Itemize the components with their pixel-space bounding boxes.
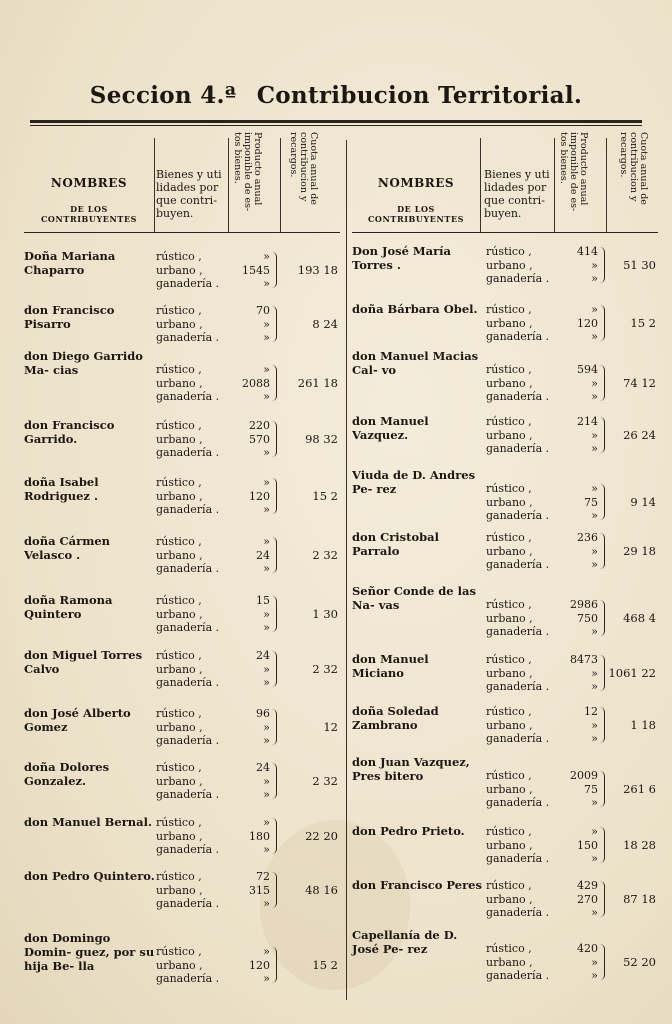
contributor-name: doña Bárbara Obel. — [352, 302, 478, 316]
property-kind: rústico , — [156, 816, 202, 829]
product-value: » — [263, 843, 270, 857]
product-values — [230, 304, 270, 345]
brace — [272, 709, 277, 745]
property-kind: ganadería . — [486, 330, 550, 344]
property-kind: rústico , — [156, 761, 202, 774]
brace — [272, 537, 277, 573]
contributor-name: don Francisco Pisarro — [24, 303, 115, 331]
title-rule-thin — [30, 125, 642, 126]
product-values — [558, 769, 598, 810]
product-value: 570 — [249, 432, 270, 446]
brace — [272, 872, 277, 908]
property-kind: ganadería . — [486, 969, 550, 983]
property-kind: ganadería . — [486, 625, 550, 639]
cuota-value: 1 30 — [312, 607, 338, 621]
property-kind: urbano , — [156, 829, 203, 843]
property-kinds — [156, 761, 219, 802]
property-kind: urbano , — [156, 958, 203, 972]
cuota-value: 2 32 — [312, 662, 338, 676]
product-value: 2009 — [570, 769, 598, 782]
contributor-name: doña Cármen Velasco . — [24, 534, 111, 562]
property-kinds — [156, 870, 219, 911]
property-kinds — [486, 653, 549, 694]
contributor-name: Doña Mariana Chaparro — [24, 249, 116, 277]
property-kinds — [486, 769, 549, 810]
property-kind: ganadería . — [156, 897, 220, 911]
product-value: 220 — [249, 419, 270, 432]
title-rule — [30, 120, 642, 123]
product-value: » — [263, 607, 270, 621]
brace — [272, 763, 277, 799]
contributor-name: don Pedro Prieto. — [352, 824, 465, 838]
product-values — [558, 363, 598, 404]
cuota-value: 261 18 — [297, 376, 338, 390]
property-kinds — [486, 415, 549, 456]
property-kind: ganadería . — [486, 796, 550, 810]
product-value: » — [591, 482, 598, 495]
property-kinds — [156, 476, 219, 517]
contributor-name: don Manuel Vazquez. — [352, 414, 429, 442]
property-kind: rústico , — [486, 303, 532, 316]
cuota-value: 193 18 — [297, 263, 338, 277]
property-kinds — [486, 363, 549, 404]
cuota-value: 15 2 — [312, 489, 338, 503]
property-kind: urbano , — [486, 316, 533, 330]
property-kind: rústico , — [486, 245, 532, 258]
contributor-name: Viuda de D. Andres Pe- rez — [352, 468, 476, 496]
cuota-value: 12 — [323, 720, 338, 734]
cuota-value: 8 24 — [312, 317, 338, 331]
property-kind: ganadería . — [156, 562, 220, 576]
property-kind: rústico , — [486, 363, 532, 376]
property-kind: rústico , — [156, 870, 202, 883]
product-value: » — [263, 317, 270, 331]
product-value: 1545 — [242, 263, 270, 277]
property-kinds — [156, 945, 219, 986]
product-values — [230, 816, 270, 857]
product-value: » — [263, 250, 270, 263]
contributor-name: Señor Conde de las Na- vas — [352, 584, 476, 612]
property-kind: ganadería . — [156, 331, 220, 345]
brace — [272, 421, 277, 457]
product-values — [558, 303, 598, 344]
product-value: » — [263, 277, 270, 291]
left-column — [24, 128, 340, 1008]
property-kind: rústico , — [156, 476, 202, 489]
product-value: 150 — [577, 838, 598, 852]
contributor-name: don Domingo Domin- guez, por su hija Be- lla — [24, 931, 155, 973]
left-header — [24, 128, 340, 233]
brace — [272, 252, 277, 288]
product-value: 72 — [256, 870, 270, 883]
property-kind: ganadería . — [156, 788, 220, 802]
property-kind: urbano , — [486, 611, 533, 625]
cuota-header-right: Cuota anual de contribucion y recargos. — [618, 132, 649, 205]
property-kind: urbano , — [486, 782, 533, 796]
brace — [272, 365, 277, 401]
product-value: 429 — [577, 879, 598, 892]
producto-header: Producto anual imponible de es- tos bienes. — [232, 132, 263, 212]
brace — [272, 306, 277, 342]
property-kind: ganadería . — [486, 558, 550, 572]
property-kind: urbano , — [156, 774, 203, 788]
property-kinds — [486, 879, 549, 920]
property-kind: urbano , — [156, 607, 203, 621]
cuota-value: 18 28 — [623, 838, 656, 852]
property-kinds — [486, 825, 549, 866]
product-value: » — [263, 788, 270, 802]
product-value: » — [591, 796, 598, 810]
product-value: 120 — [577, 316, 598, 330]
product-value: » — [591, 969, 598, 983]
property-kind: rústico , — [486, 705, 532, 718]
cuota-value: 261 6 — [623, 782, 656, 796]
product-value: » — [263, 897, 270, 911]
property-kinds — [486, 245, 549, 286]
product-value: 120 — [249, 489, 270, 503]
cuota-value: 9 14 — [630, 495, 656, 509]
product-values — [230, 535, 270, 576]
property-kind: ganadería . — [156, 972, 220, 986]
contributor-name: don Pedro Quintero. — [24, 869, 155, 883]
product-value: » — [591, 428, 598, 442]
product-value: » — [263, 331, 270, 345]
property-kind: ganadería . — [486, 509, 550, 523]
product-value: » — [591, 666, 598, 680]
property-kind: urbano , — [156, 489, 203, 503]
property-kind: urbano , — [156, 432, 203, 446]
property-kind: rústico , — [486, 482, 532, 495]
product-values — [230, 649, 270, 690]
property-kind: urbano , — [486, 428, 533, 442]
product-value: 594 — [577, 363, 598, 376]
property-kind: rústico , — [156, 419, 202, 432]
property-kind: urbano , — [156, 548, 203, 562]
cuota-value: 29 18 — [623, 544, 656, 558]
contributor-name: doña Dolores Gonzalez. — [24, 760, 110, 788]
property-kinds — [156, 250, 219, 291]
property-kind: rústico , — [486, 653, 532, 666]
cuota-value: 26 24 — [623, 428, 656, 442]
property-kinds — [156, 594, 219, 635]
property-kind: urbano , — [156, 317, 203, 331]
bienes-header-right: Bienes y uti lidades por que contri- buyen. — [484, 168, 550, 220]
property-kind: ganadería . — [486, 852, 550, 866]
product-value: » — [591, 330, 598, 344]
contributor-name: don Francisco Peres — [352, 878, 482, 892]
product-value: » — [263, 363, 270, 376]
cuota-value: 15 2 — [312, 958, 338, 972]
property-kinds — [156, 535, 219, 576]
product-value: » — [591, 509, 598, 523]
product-value: 214 — [577, 415, 598, 428]
property-kind: rústico , — [486, 942, 532, 955]
brace — [272, 947, 277, 983]
product-value: » — [591, 544, 598, 558]
product-value: 180 — [249, 829, 270, 843]
property-kind: urbano , — [486, 955, 533, 969]
right-column — [352, 128, 658, 1008]
names-header: NOMBRES DE LOS CONTRIBUYENTES — [40, 176, 138, 224]
product-value: » — [591, 680, 598, 694]
property-kind: rústico , — [156, 945, 202, 958]
product-value: 24 — [256, 548, 270, 562]
product-value: » — [591, 272, 598, 286]
property-kind: rústico , — [156, 535, 202, 548]
product-values — [230, 476, 270, 517]
product-value: 414 — [577, 245, 598, 258]
product-values — [230, 945, 270, 986]
product-value: » — [263, 562, 270, 576]
contributor-name: don Juan Vazquez, Pres bitero — [352, 755, 470, 783]
product-value: » — [591, 955, 598, 969]
column-divider — [346, 140, 347, 1000]
product-values — [230, 761, 270, 802]
contributor-name: don Cristobal Parralo — [352, 530, 439, 558]
product-value: 420 — [577, 942, 598, 955]
product-value: » — [591, 303, 598, 316]
section-label: Seccion 4.ª — [89, 82, 237, 109]
page-title — [0, 82, 672, 109]
cuota-value: 2 32 — [312, 774, 338, 788]
property-kind: urbano , — [156, 376, 203, 390]
product-value: » — [263, 446, 270, 460]
right-header — [352, 128, 658, 233]
contributor-name: doña Isabel Rodriguez . — [24, 475, 99, 503]
product-values — [558, 942, 598, 983]
property-kind: ganadería . — [486, 272, 550, 286]
property-kind: rústico , — [486, 879, 532, 892]
property-kind: rústico , — [156, 363, 202, 376]
product-value: » — [263, 390, 270, 404]
product-value: » — [591, 390, 598, 404]
contributor-name: doña Ramona Quintero — [24, 593, 113, 621]
product-value: 750 — [577, 611, 598, 625]
property-kind: urbano , — [486, 666, 533, 680]
property-kinds — [486, 942, 549, 983]
contributor-name: don Manuel Bernal. — [24, 815, 152, 829]
product-value: 12 — [584, 705, 598, 718]
product-value: 75 — [584, 782, 598, 796]
cuota-value: 15 2 — [630, 316, 656, 330]
names-header-right: NOMBRES DE LOS CONTRIBUYENTES — [367, 176, 465, 224]
property-kind: rústico , — [486, 531, 532, 544]
property-kind: ganadería . — [156, 621, 220, 635]
product-value: » — [263, 621, 270, 635]
contributor-name: doña Soledad Zambrano — [352, 704, 439, 732]
property-kind: ganadería . — [156, 734, 220, 748]
property-kind: rústico , — [486, 825, 532, 838]
property-kind: rústico , — [156, 594, 202, 607]
brace — [272, 651, 277, 687]
property-kinds — [486, 303, 549, 344]
product-values — [558, 415, 598, 456]
contributor-name: don Manuel Macias Cal- vo — [352, 349, 479, 377]
product-values — [558, 653, 598, 694]
product-value: 96 — [256, 707, 270, 720]
cuota-value: 51 30 — [623, 258, 656, 272]
property-kind: urbano , — [486, 495, 533, 509]
property-kind: rústico , — [486, 415, 532, 428]
property-kind: rústico , — [486, 598, 532, 611]
product-value: » — [263, 476, 270, 489]
cuota-value: 74 12 — [623, 376, 656, 390]
product-value: 236 — [577, 531, 598, 544]
property-kinds — [486, 705, 549, 746]
bienes-header: Bienes y uti lidades por que contri- buyen. — [156, 168, 222, 220]
product-value: » — [591, 258, 598, 272]
contributor-name: don Manuel Miciano — [352, 652, 429, 680]
product-value: » — [591, 825, 598, 838]
property-kinds — [156, 363, 219, 404]
product-value: » — [263, 535, 270, 548]
brace — [272, 596, 277, 632]
property-kind: rústico , — [486, 769, 532, 782]
product-value: 2986 — [570, 598, 598, 611]
product-values — [230, 363, 270, 404]
product-values — [230, 870, 270, 911]
property-kind: urbano , — [486, 838, 533, 852]
product-values — [558, 531, 598, 572]
property-kind: urbano , — [156, 662, 203, 676]
property-kinds — [156, 649, 219, 690]
property-kind: ganadería . — [486, 442, 550, 456]
contributor-name: Don José María Torres . — [352, 244, 451, 272]
product-value: 120 — [249, 958, 270, 972]
product-value: » — [591, 376, 598, 390]
product-value: 75 — [584, 495, 598, 509]
product-values — [558, 598, 598, 639]
brace — [272, 478, 277, 514]
property-kind: urbano , — [486, 718, 533, 732]
product-values — [230, 707, 270, 748]
property-kind: ganadería . — [486, 732, 550, 746]
title-text: Contribucion Territorial. — [256, 82, 583, 109]
property-kinds — [156, 304, 219, 345]
property-kinds — [486, 482, 549, 523]
property-kinds — [486, 598, 549, 639]
contributor-name: don José Alberto Gomez — [24, 706, 131, 734]
property-kind: urbano , — [486, 544, 533, 558]
cuota-value: 1 18 — [630, 718, 656, 732]
cuota-value: 87 18 — [623, 892, 656, 906]
cuota-value: 1061 22 — [608, 666, 656, 680]
contributor-name: don Francisco Garrido. — [24, 418, 115, 446]
property-kind: ganadería . — [486, 390, 550, 404]
product-value: » — [591, 442, 598, 456]
cuota-value: 98 32 — [305, 432, 338, 446]
property-kind: ganadería . — [156, 446, 220, 460]
product-value: » — [591, 732, 598, 746]
product-values — [558, 245, 598, 286]
property-kind: urbano , — [156, 883, 203, 897]
cuota-value: 468 4 — [623, 611, 656, 625]
product-values — [558, 879, 598, 920]
product-value: » — [591, 718, 598, 732]
product-values — [558, 825, 598, 866]
property-kinds — [156, 816, 219, 857]
product-value: » — [591, 625, 598, 639]
product-value: » — [263, 774, 270, 788]
property-kind: ganadería . — [156, 503, 220, 517]
product-value: 315 — [249, 883, 270, 897]
property-kinds — [156, 419, 219, 460]
product-value: 2088 — [242, 376, 270, 390]
product-value: 24 — [256, 761, 270, 774]
property-kind: ganadería . — [156, 277, 220, 291]
product-value: 8473 — [570, 653, 598, 666]
product-value: » — [263, 676, 270, 690]
property-kind: ganadería . — [486, 680, 550, 694]
cuota-value: 48 16 — [305, 883, 338, 897]
property-kind: urbano , — [156, 263, 203, 277]
product-value: 15 — [256, 594, 270, 607]
brace — [272, 818, 277, 854]
property-kind: urbano , — [486, 376, 533, 390]
property-kind: rústico , — [156, 250, 202, 263]
product-values — [230, 250, 270, 291]
product-value: » — [263, 720, 270, 734]
property-kind: urbano , — [486, 892, 533, 906]
cuota-value: 22 20 — [305, 829, 338, 843]
product-values — [558, 705, 598, 746]
product-value: » — [263, 503, 270, 517]
product-value: » — [591, 906, 598, 920]
product-value: » — [591, 852, 598, 866]
product-value: 270 — [577, 892, 598, 906]
product-value: » — [591, 558, 598, 572]
property-kind: ganadería . — [156, 843, 220, 857]
cuota-value: 2 32 — [312, 548, 338, 562]
product-value: » — [263, 816, 270, 829]
property-kind: rústico , — [156, 304, 202, 317]
property-kind: urbano , — [486, 258, 533, 272]
producto-header-right: Producto anual imponible de es- tos bienes. — [558, 132, 589, 212]
contributor-name: don Miguel Torres Calvo — [24, 648, 143, 676]
property-kind: urbano , — [156, 720, 203, 734]
property-kind: rústico , — [156, 649, 202, 662]
property-kinds — [486, 531, 549, 572]
property-kind: ganadería . — [486, 906, 550, 920]
cuota-header: Cuota anual de contribucion y recargos. — [288, 132, 319, 205]
cuota-value: 52 20 — [623, 955, 656, 969]
product-value: » — [263, 972, 270, 986]
product-value: » — [263, 734, 270, 748]
property-kind: ganadería . — [156, 390, 220, 404]
product-values — [558, 482, 598, 523]
product-value: » — [263, 945, 270, 958]
product-value: » — [263, 662, 270, 676]
property-kind: rústico , — [156, 707, 202, 720]
product-values — [230, 419, 270, 460]
property-kind: ganadería . — [156, 676, 220, 690]
product-value: 24 — [256, 649, 270, 662]
contributor-name: Capellanía de D. José Pe- rez — [352, 928, 458, 956]
product-value: 70 — [256, 304, 270, 317]
property-kinds — [156, 707, 219, 748]
contributor-name: don Diego Garrido Ma- cias — [24, 349, 143, 377]
product-values — [230, 594, 270, 635]
